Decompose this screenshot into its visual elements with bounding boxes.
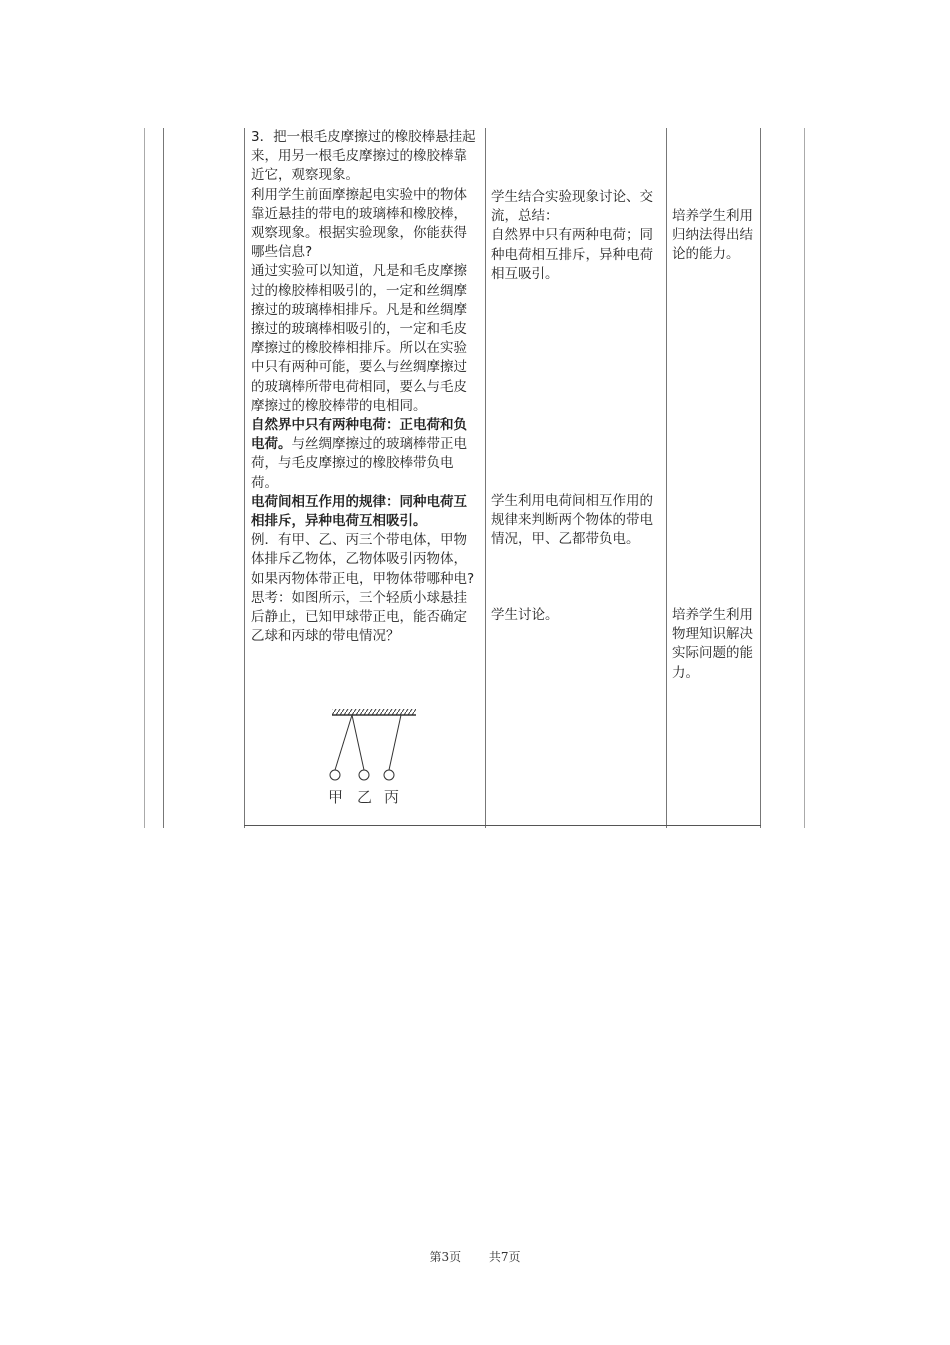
student-activity-block-3	[491, 606, 659, 625]
charge-interaction-rule: 电荷间相互作用的规律：同种电荷互相排斥，异种电荷互相吸引。	[251, 493, 467, 530]
teaching-content-cell	[251, 128, 479, 646]
content-paragraph-5	[251, 493, 479, 531]
intent-application: 培养学生利用物理知识解决实际问题的能力。	[672, 607, 753, 681]
column-divider-1	[163, 128, 164, 828]
page-total: 共7页	[488, 1250, 521, 1264]
content-paragraph-4	[251, 416, 479, 493]
ball-bing	[384, 770, 394, 780]
intent-induction: 培养学生利用归纳法得出结论的能力。	[672, 208, 753, 263]
page-number: 第3页	[429, 1250, 462, 1264]
content-question: 思考：如图所示，三个轻质小球悬挂后静止，已知甲球带正电，能否确定乙球和丙球的带电情况？	[251, 589, 467, 645]
content-example: 例．有甲、乙、丙三个带电体，甲物体排斥乙物体，乙物体吸引丙物体，如果丙物体带正电，甲物体带哪种电?	[251, 532, 475, 587]
column-divider-4	[666, 128, 667, 828]
charge-types-statement: 自然界中只有两种电荷：正电荷和负电荷。	[251, 417, 467, 453]
table-border-right	[804, 128, 805, 828]
content-paragraph-2: 利用学生前面摩擦起电实验中的物体靠近悬挂的带电的玻璃棒和橡胶棒，观察现象。根据实验现象，你能获得哪些信息?	[251, 186, 467, 261]
ceiling-hatch	[332, 709, 416, 715]
table-bottom-border	[244, 825, 761, 826]
page-footer	[0, 1248, 950, 1265]
design-intent-block-1	[672, 207, 756, 265]
student-discussion-summary: 学生结合实验现象讨论、交流，总结：	[491, 189, 653, 225]
student-activity-block-2	[491, 492, 659, 550]
hanging-balls-figure	[322, 706, 422, 808]
ball-jia	[330, 770, 340, 780]
label-jia: 甲	[328, 788, 344, 806]
student-judgement: 学生利用电荷间相互作用的规律来判断两个物体的带电情况，甲、乙都带负电。	[491, 493, 653, 548]
student-activity-block-1	[491, 188, 659, 284]
string-yi	[352, 715, 364, 770]
column-divider-5	[760, 128, 761, 828]
label-bing: 丙	[384, 788, 400, 806]
string-bing	[389, 715, 401, 770]
column-divider-3	[485, 128, 486, 828]
student-discussion: 学生讨论。	[491, 607, 559, 623]
design-intent-block-2	[672, 606, 756, 683]
string-jia	[335, 715, 352, 770]
column-divider-2	[244, 128, 245, 828]
ball-yi	[359, 770, 369, 780]
student-conclusion: 自然界中只有两种电荷；同种电荷相互排斥，异种电荷相互吸引。	[491, 227, 653, 282]
content-paragraph-1: 3．把一根毛皮摩擦过的橡胶棒悬挂起来，用另一根毛皮摩擦过的橡胶棒靠近它，观察现象。	[251, 129, 476, 184]
content-paragraph-3: 通过实验可以知道，凡是和毛皮摩擦过的橡胶棒相吸引的，一定和丝绸摩擦过的玻璃棒相排斥。凡是和丝绸摩擦过的玻璃棒相吸引的，一定和毛皮摩擦过的橡胶棒相排斥。所以在实验中只有两种可能，要么与丝绸摩擦过的玻璃棒所带电荷相同，要么与毛皮摩擦过的橡胶棒带的电相同。	[251, 263, 467, 414]
label-yi: 乙	[357, 788, 373, 806]
table-border-left	[144, 128, 145, 828]
charge-types-detail: 与丝绸摩擦过的玻璃棒带正电荷，与毛皮摩擦过的橡胶棒带负电荷。	[251, 436, 467, 491]
